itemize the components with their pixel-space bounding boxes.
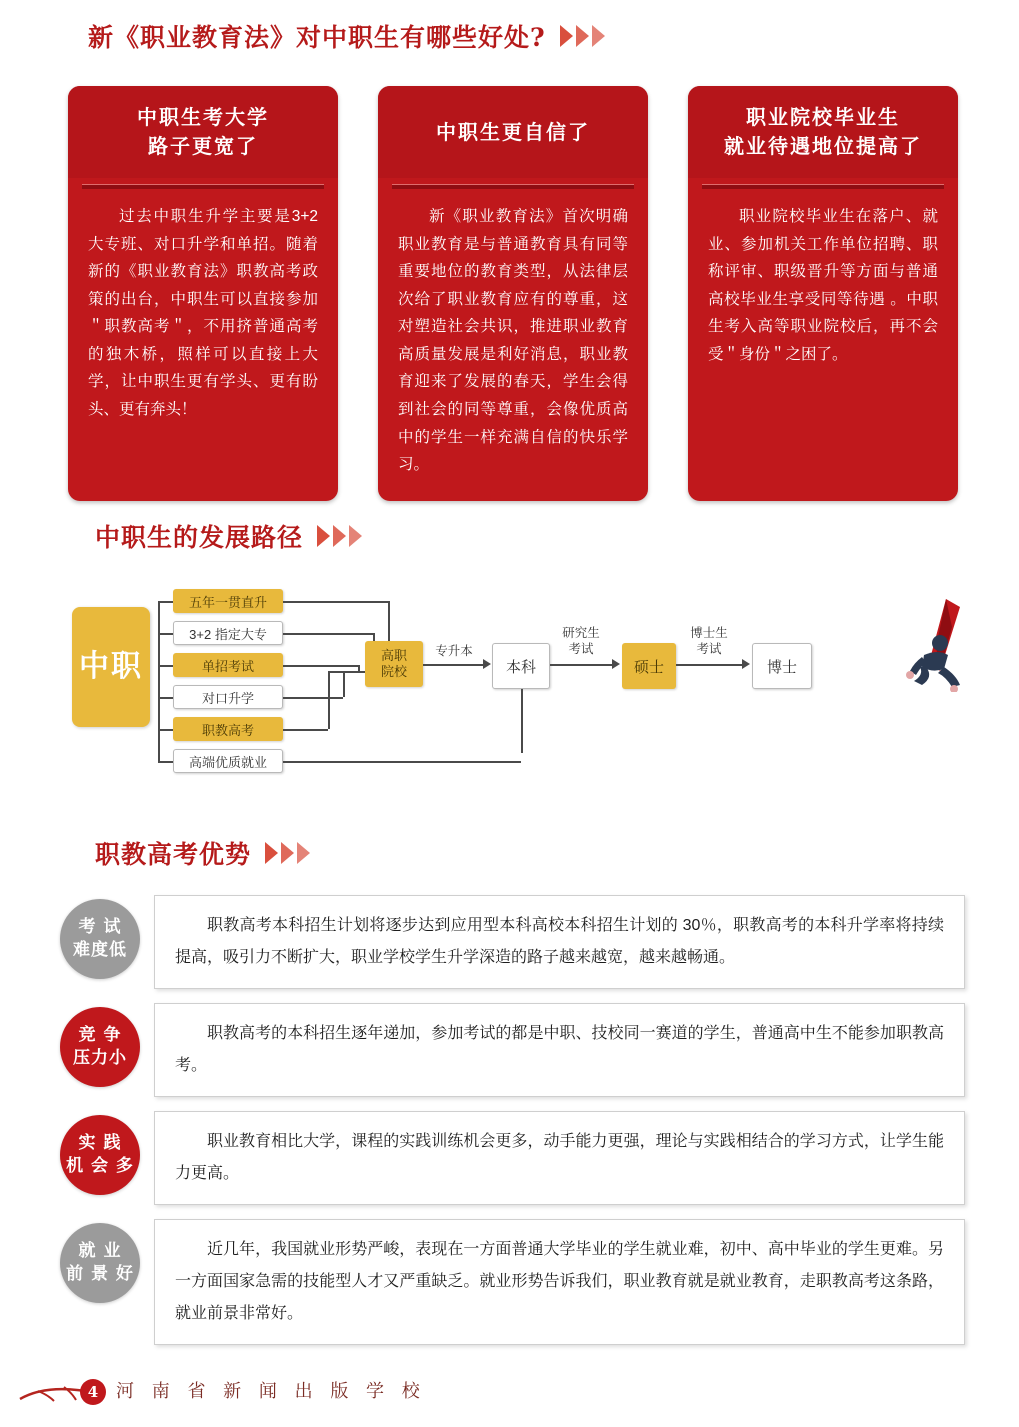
- benefit-card-title: [378, 86, 648, 178]
- flow-edge: [283, 633, 373, 635]
- page-footer: [0, 1365, 1019, 1411]
- advantage-badge-line1: 就 业: [78, 1241, 122, 1262]
- flow-edge-label-doctoral-exam: [674, 625, 744, 658]
- flow-node-vocational-college-label1: 高职: [380, 647, 407, 663]
- advantage-badge-line2: 前 景 好: [66, 1264, 134, 1284]
- advantage-badge-line1: 考 试: [78, 917, 122, 938]
- benefit-card-title-line2: 路子更宽了: [148, 134, 258, 158]
- flow-edge-label-graduate-exam: [547, 625, 615, 658]
- advantages-heading-text: 职教高考优势: [95, 840, 252, 869]
- flow-option-0-label: 五年一贯直升: [188, 594, 267, 610]
- benefit-card-body: 过去中职生升学主要是3+2 大专班、对口升学和单招。随着新的《职业教育法》职教高考政策的出台，中职生可以直接参加＂职教高考＂，不用挤普通高考的独木桥，照样可以直接上大学，让中职生更有学头、更有盼头、更有奔头！: [88, 208, 318, 419]
- flow-edge: [343, 671, 345, 697]
- advantage-badge: [60, 1007, 140, 1087]
- flow-arrow-icon: [483, 659, 491, 669]
- flow-option-4: [173, 717, 283, 741]
- flow-edge: [521, 689, 523, 753]
- arrow-triple-icon: [265, 842, 310, 864]
- page-number-badge: 4: [80, 1379, 106, 1405]
- flow-option-3-label: 对口升学: [201, 690, 254, 706]
- benefit-card-title-line1: 中职生更自信了: [436, 119, 590, 144]
- flow-edge: [158, 729, 173, 731]
- flow-edge: [550, 664, 612, 666]
- flow-option-5: [173, 749, 283, 773]
- benefit-card-body: 新《职业教育法》首次明确职业教育是与普通教育具有同等重要地位的教育类型，从法律层次给了职业教育应有的尊重，这对塑造社会共识，推进职业教育高质量发展是利好消息，职业教育迎来了发展的春天，学生会得到社会的同等尊重，会像优质高中的学生一样充满自信的快乐学习。: [398, 208, 628, 474]
- advantage-badge-line2: 压力小: [73, 1048, 127, 1068]
- flow-node-vocational-college-label2: 院校: [380, 664, 407, 679]
- advantage-row: [60, 1111, 965, 1205]
- advantages-list: [60, 895, 965, 1359]
- advantage-text: 职教高考本科招生计划将逐步达到应用型本科高校本科招生计划的 30％，职教高考的本科升学率将持续提高，吸引力不断扩大，职业学校学生升学深造的路子越来越宽，越来越畅通。: [154, 895, 965, 989]
- flow-option-0: [173, 589, 283, 613]
- benefit-card-title: [688, 86, 958, 178]
- publisher-name: 河 南 省 新 闻 出 版 学 校: [116, 1381, 426, 1402]
- flow-option-2: [173, 653, 283, 677]
- advantage-text: 职业教育相比大学，课程的实践训练机会更多，动手能力更强，理论与实践相结合的学习方式，让学生能力更高。: [154, 1111, 965, 1205]
- flow-edge: [283, 601, 388, 603]
- flow-node-bachelor: [492, 643, 550, 689]
- benefit-card: [378, 86, 648, 501]
- flow-edge-label-zhuanshengben: 专升本: [435, 644, 473, 658]
- flow-edge-label-graduate-exam-line2: 考试: [568, 642, 594, 657]
- path-heading-text: 中职生的发展路径: [95, 523, 304, 552]
- flow-edge: [676, 664, 742, 666]
- arrow-triple-icon: [317, 525, 362, 547]
- flow-node-start-label: 中职: [79, 648, 143, 684]
- flow-edge-label-doctoral-exam-line2: 考试: [696, 642, 722, 657]
- benefit-card-title-line1: 中职生考大学: [137, 105, 269, 129]
- benefit-card-title-line1: 职业院校毕业生: [746, 105, 900, 129]
- advantage-badge-line1: 竞 争: [78, 1025, 122, 1046]
- flow-edge: [158, 697, 173, 699]
- flow-edge: [158, 601, 173, 603]
- advantage-badge-line2: 机 会 多: [66, 1156, 134, 1176]
- benefit-card: [68, 86, 338, 501]
- flow-node-master-label: 硕士: [633, 658, 664, 676]
- flow-edge: [283, 665, 358, 667]
- advantage-badge-line2: 难度低: [73, 940, 127, 960]
- flow-option-3: [173, 685, 283, 709]
- flow-arrow-icon: [612, 659, 620, 669]
- flow-edge-label-graduate-exam-line1: 研究生: [562, 626, 600, 640]
- benefit-card-body: 职业院校毕业生在落户、就业、参加机关工作单位招聘、职称评审、职级晋升等方面与普通高校毕业生享受同等待遇 。中职生考入高等职业院校后，再不会受＂身份＂之困了。: [708, 208, 938, 363]
- flow-option-2-label: 单招考试: [201, 658, 254, 674]
- benefits-section-heading: [88, 18, 605, 54]
- flow-node-doctor: [752, 643, 812, 689]
- flow-option-1: [173, 621, 283, 645]
- advantage-badge-line1: 实 践: [78, 1133, 122, 1154]
- runner-illustration-icon: [900, 597, 978, 692]
- flow-arrow-icon: [742, 659, 750, 669]
- flow-option-4-label: 职教高考: [201, 722, 254, 738]
- flow-node-vocational-college: [365, 641, 423, 687]
- benefit-card: [688, 86, 958, 501]
- flow-edge: [158, 601, 160, 761]
- advantage-row: [60, 1003, 965, 1097]
- flow-edge-label-doctoral-exam-line1: 博士生: [690, 626, 728, 640]
- advantage-row: [60, 1219, 965, 1345]
- flow-edge: [283, 729, 328, 731]
- advantages-section-heading: [95, 835, 310, 871]
- advantage-badge: [60, 1223, 140, 1303]
- flow-edge: [328, 671, 330, 729]
- advantage-text: 职教高考的本科招生逐年递加，参加考试的都是中职、技校同一赛道的学生，普通高中生不能参加职教高考。: [154, 1003, 965, 1097]
- benefit-cards: [68, 86, 958, 501]
- flow-option-1-label: 3+2 指定大专: [189, 626, 267, 642]
- flow-edge: [283, 697, 343, 699]
- flow-node-bachelor-label: 本科: [505, 658, 536, 676]
- benefits-heading-text: 新《职业教育法》对中职生有哪些好处?: [88, 23, 546, 52]
- flow-edge: [158, 665, 173, 667]
- flow-node-doctor-label: 博士: [766, 658, 797, 676]
- advantage-row: [60, 895, 965, 989]
- flow-edge: [158, 633, 173, 635]
- advantage-badge: [60, 1115, 140, 1195]
- flow-option-5-label: 高端优质就业: [188, 754, 267, 770]
- flow-node-master: [622, 643, 676, 689]
- flow-edge: [423, 664, 483, 666]
- benefit-card-title-line2: 就业待遇地位提高了: [724, 134, 922, 158]
- flow-edge: [158, 761, 173, 763]
- benefit-card-title: [68, 86, 338, 178]
- advantage-badge: [60, 899, 140, 979]
- advantage-text: 近几年，我国就业形势严峻，表现在一方面普通大学毕业的学生就业难，初中、高中毕业的学生更难。另一方面国家急需的技能型人才又严重缺乏。就业形势告诉我们，职业教育就是就业教育，走职教高考这条路，就业前景非常好。: [154, 1219, 965, 1345]
- development-path-diagram: [60, 575, 960, 800]
- arrow-triple-icon: [560, 25, 605, 47]
- flow-node-start: [72, 607, 150, 727]
- path-section-heading: [95, 518, 362, 554]
- flow-edge: [283, 761, 521, 763]
